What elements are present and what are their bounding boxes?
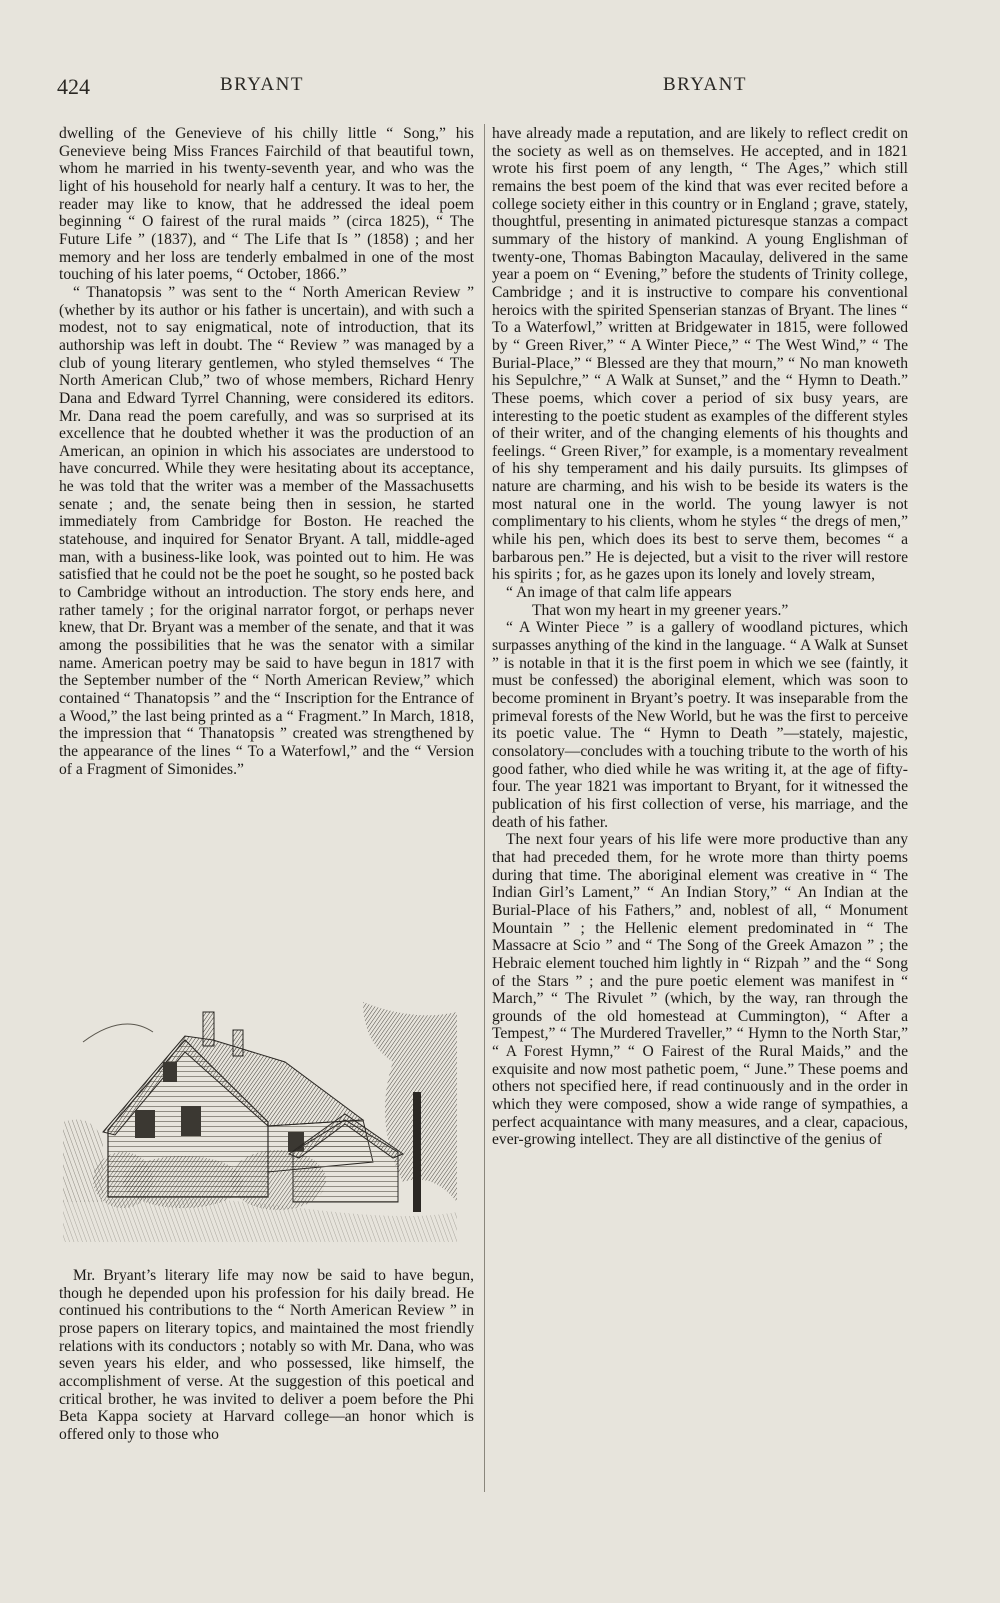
paragraph: “ A Winter Piece ” is a gallery of woodland pictures, which surpasses anything of the kind in the language. “ A Walk at Sunset ” is notable in that it is the first poem in which we see (faintly, it must be confessed) the aboriginal element, which was soon to become prominent in Bryant’s poetry. It was inseparable from the primeval forests of the New World, but he was the first to perceive its poetic value. The “ Hymn to Death ”—stately, majestic, consolatory—concludes with a touching tribute to the worth of his good father, who died while he was writing it, at the age of fifty-four. The year 1821 was important to Bryant, for it witnessed the publication of his first collection of verse, his marriage, and the death of his father. bbox=[492, 619, 908, 831]
paragraph: have already made a reputation, and are likely to reflect credit on the society as well as on themselves. He accepted, and in 1821 wrote his first poem of any length, “ The Ages,” which still remains the best poem of the kind that was ever recited before a college society either in this country or in England ; grave, stately, thoughtful, presenting in animated picturesque stanzas a compact summary of the history of mankind. A young Englishman of twenty-one, Thomas Babington Macaulay, delivered in the same year a poem on “ Evening,” before the students of Trinity college, Cambridge ; and it is instructive to compare his conventional heroics with the spirited Spenserian stanzas of Bryant. The lines “ To a Waterfowl,” written at Bridgewater in 1815, were followed by “ Green River,” “ A Winter Piece,” “ The West Wind,” “ The Burial-Place,” “ Blessed are they that mourn,” “ No man knoweth his Sepulchre,” “ A Walk at Sunset,” and the “ Hymn to Death.” These poems, which cover a period of six busy years, are interesting to the poetic student as examples of the different styles of their writer, and of the changing elements of his thoughts and feelings. “ Green River,” for example, is a momentary revealment of his shy temperament and his daily pursuits. Its glimpses of nature are charming, and his wish to be beside its waters is the most natural one in the world. The young lawyer is not complimentary to his clients, whom he styles “ the dregs of men,” while his pen, which does its best to serve them, becomes “ a barbarous pen.” He is dejected, but a visit to the river will restore his spirits ; for, as he gazes upon its lonely and lovely stream, bbox=[492, 125, 908, 584]
paragraph: The next four years of his life were more productive than any that had preceded them, for he wrote more than thirty poems during that time. The aboriginal element was creative in “ The Indian Girl’s Lament,” “ An Indian Story,” “ An Indian at the Burial-Place of his Fathers,” and, noblest of all, “ Monument Mountain ” ; the Hellenic element predominated in “ The Massacre at Scio ” and “ The Song of the Greek Amazon ” ; the Hebraic element touched him lightly in “ Rizpah ” and the “ Song of the Stars ” ; and the pure poetic element was manifest in “ March,” “ The Rivulet ” (which, by the way, ran through the grounds of the old homestead at Cummington), “ After a Tempest,” “ The Murdered Traveller,” “ Hymn to the North Star,” “ A Forest Hymn,” “ O Fairest of the Rural Maids,” and the exquisite and now most pathetic poem, “ June.” These poems and others not specified here, if read continuously and in the order in which they were composed, show a wide range of sympathies, a perfect acquaintance with many measures, and a clear, capacious, ever-growing intellect. They are all distinctive of the genius of bbox=[492, 831, 908, 1149]
paragraph: Mr. Bryant’s literary life may now be said to have begun, though he depended upon his profession for his daily bread. He continued his contributions to the “ North American Review ” in prose papers on literary topics, and maintained the most friendly relations with its conductors ; notably so with Mr. Dana, who was seven years his elder, and who possessed, like himself, the accomplishment of verse. At the suggestion of this poetical and critical brother, he was invited to deliver a poem before the Phi Beta Kappa society at Harvard college—an honor which is offered only to those who bbox=[59, 1267, 474, 1443]
paragraph: dwelling of the Genevieve of his chilly little “ Song,” his Genevieve being Miss Frances Fairchild of that beautiful town, whom he married in his twenty-seventh year, and who was the light of his household for nearly half a century. It was to her, the reader may like to know, that he addressed the ideal poem beginning “ O fairest of the rural maids ” (circa 1825), “ The Future Life ” (1837), and “ The Life that Is ” (1858) ; and her memory and her loss are tenderly embalmed in one of the most touching of his later poems, “ October, 1866.” bbox=[59, 125, 474, 284]
verse-line: That won my heart in my greener years.” bbox=[532, 601, 789, 619]
running-head-right: BRYANT bbox=[663, 74, 747, 95]
running-head-left: BRYANT bbox=[220, 74, 304, 95]
house-engraving-illustration bbox=[63, 1002, 457, 1242]
page-number: 424 bbox=[57, 74, 90, 99]
right-column bbox=[492, 125, 908, 1149]
column-divider bbox=[484, 124, 485, 1492]
paragraph: “ Thanatopsis ” was sent to the “ North American Review ” (whether by its author or his father is uncertain), and with such a modest, not to say enigmatical, note of introduction, that its authorship was left in doubt. The “ Review ” was managed by a club of young literary gentlemen, who styled themselves “ The North American Club,” two of whose members, Richard Henry Dana and Edward Tyrrel Channing, were considered its editors. Mr. Dana read the poem carefully, and was so surprised at its excellence that he doubted whether it was the production of an American, an opinion in which his associates are understood to have concurred. While they were hesitating about its acceptance, he was told that the writer was a member of the Massachusetts senate ; and, the senate being then in session, he started immediately from Cambridge for Boston. He reached the statehouse, and inquired for Senator Bryant. A tall, middle-aged man, with a business-like look, was pointed out to him. He was satisfied that he could not be the poet he sought, so he posted back to Cambridge without an introduction. The story ends here, and rather tamely ; for the original narrator forgot, or perhaps never knew, that Dr. Bryant was a member of the senate, and that it was among the possibilities that he was the senator with a similar name. American poetry may be said to have begun in 1817 with the September number of the “ North American Review,” which contained “ Thanatopsis ” and the “ Inscription for the Entrance of a Wood,” the last being printed as a “ Fragment.” In March, 1818, the impression that “ Thanatopsis ” created was strengthened by the appearance of the lines “ To a Waterfowl,” and the “ Version of a Fragment of Simonides.” bbox=[59, 283, 474, 778]
left-column-bottom bbox=[59, 1267, 474, 1444]
verse-line: “ An image of that calm life appears bbox=[506, 584, 732, 602]
left-column-top bbox=[59, 125, 474, 778]
